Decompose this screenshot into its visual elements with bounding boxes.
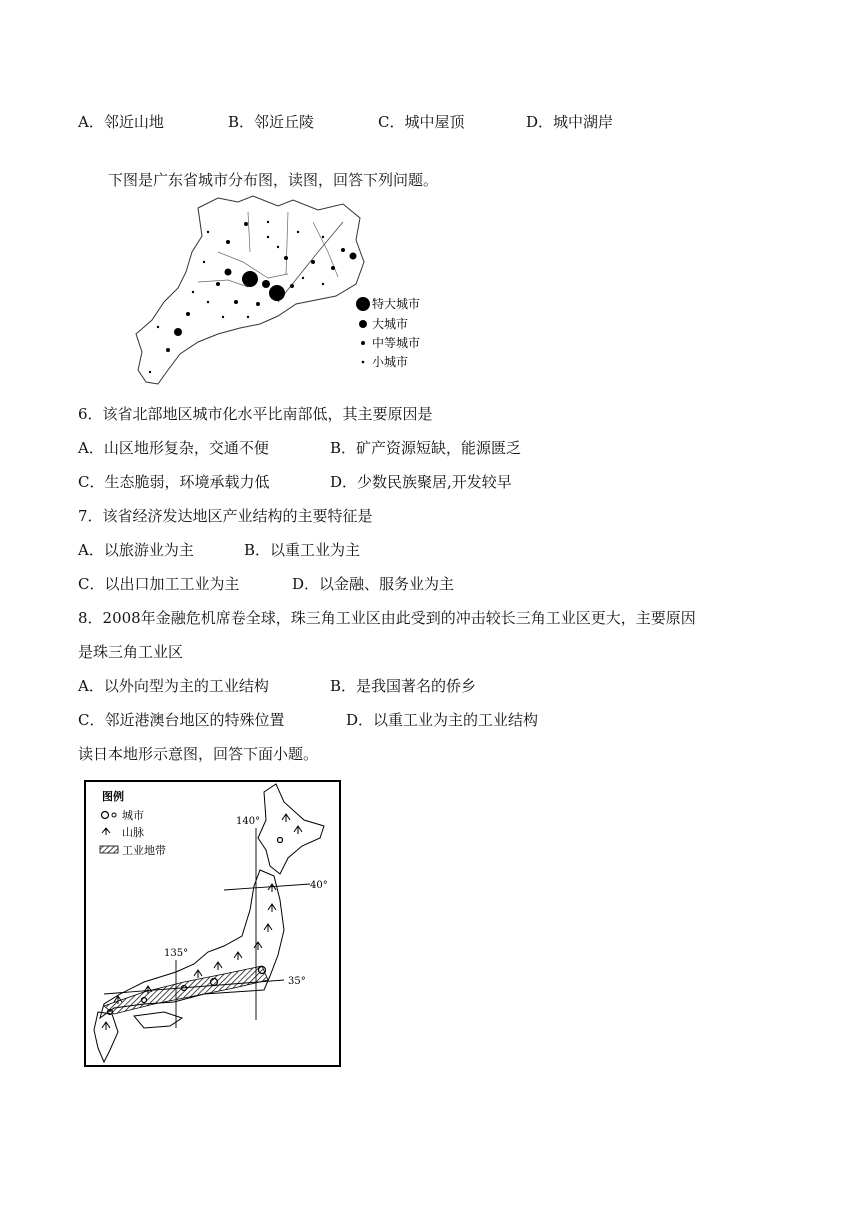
legend-city-symbol-2 <box>112 813 116 817</box>
q5-option-d: D．城中湖岸 <box>526 113 614 131</box>
big-city-dot-2 <box>174 328 182 336</box>
q6-stem: 6．该省北部地区城市化水平比南部低，其主要原因是 <box>78 405 433 423</box>
parallel-40 <box>224 884 310 890</box>
guangdong-city-map <box>128 192 428 387</box>
q5-option-a: A．邻近山地 <box>78 113 164 131</box>
shikoku-outline <box>134 1012 182 1028</box>
q8-stem-line1: 8．2008年金融危机席卷全球，珠三角工业区由此受到的冲击较长三角工业区更大，主要原因 <box>78 609 696 627</box>
q7-stem: 7．该省经济发达地区产业结构的主要特征是 <box>78 507 373 525</box>
legend-megacity-label: 特大城市 <box>372 297 421 311</box>
japan-terrain-map <box>84 780 342 1068</box>
q7-option-c: C．以出口加工工业为主 <box>78 575 240 593</box>
megacity-dot-2 <box>269 285 285 301</box>
legend-mountain-label: 山脉 <box>122 826 144 839</box>
q8-option-c: C．邻近港澳台地区的特殊位置 <box>78 711 285 729</box>
q8-option-d: D．以重工业为主的工业结构 <box>346 711 539 729</box>
legend-mediumcity-label: 中等城市 <box>372 336 421 350</box>
q8-stem-line2: 是珠三角工业区 <box>78 643 184 661</box>
q7-option-a: A．以旅游业为主 <box>78 541 194 559</box>
q8-option-b: B．是我国著名的侨乡 <box>330 677 477 695</box>
legend-megacity-symbol <box>356 297 370 311</box>
big-city-dot-3 <box>225 269 232 276</box>
region-boundary-1 <box>198 212 338 287</box>
q6-option-b: B．矿产资源短缺，能源匮乏 <box>330 439 522 457</box>
q6-option-a: A．山区地形复杂，交通不便 <box>78 439 269 457</box>
legend-mediumcity-symbol <box>361 341 365 345</box>
small-city-dots <box>149 221 324 373</box>
legend-city-label: 城市 <box>122 809 144 822</box>
kyushu-outline <box>94 1012 118 1062</box>
legend-smallcity-label: 小城市 <box>372 355 409 369</box>
railway-line <box>278 222 343 302</box>
label-40: 40° <box>310 880 328 891</box>
guangdong-outline <box>136 196 364 384</box>
legend-mountain-symbol: ᵔ <box>104 826 109 839</box>
label-140: 140° <box>236 816 261 827</box>
q5-option-c: C．城中屋顶 <box>378 113 465 131</box>
hokkaido-outline <box>258 784 324 874</box>
q6-option-c: C．生态脆弱，环境承载力低 <box>78 473 270 491</box>
legend-bigcity-symbol <box>359 320 367 328</box>
map-frame <box>85 781 340 1066</box>
legend-city-symbol-1 <box>102 812 109 819</box>
megacity-dot-1 <box>242 271 258 287</box>
big-city-dot-1 <box>262 280 270 288</box>
q7-option-b: B．以重工业为主 <box>244 541 361 559</box>
q5-option-b: B．邻近丘陵 <box>228 113 315 131</box>
q7-option-d: D．以金融、服务业为主 <box>292 575 455 593</box>
legend-industrial-symbol <box>100 846 118 853</box>
intro-guangdong: 下图是广东省城市分布图，读图，回答下列问题。 <box>108 171 439 189</box>
intro-japan: 读日本地形示意图，回答下面小题。 <box>78 745 319 763</box>
q6-option-d: D．少数民族聚居,开发较早 <box>330 473 512 491</box>
medium-city-dots <box>166 222 345 352</box>
big-city-dot-4 <box>350 253 357 260</box>
legend-title: 图例 <box>102 790 124 803</box>
label-135: 135° <box>164 948 189 959</box>
legend-bigcity-label: 大城市 <box>372 317 409 331</box>
label-35: 35° <box>288 976 306 987</box>
legend-industrial-label: 工业地带 <box>122 844 166 857</box>
legend-smallcity-symbol <box>362 361 365 364</box>
q8-option-a: A．以外向型为主的工业结构 <box>78 677 269 695</box>
